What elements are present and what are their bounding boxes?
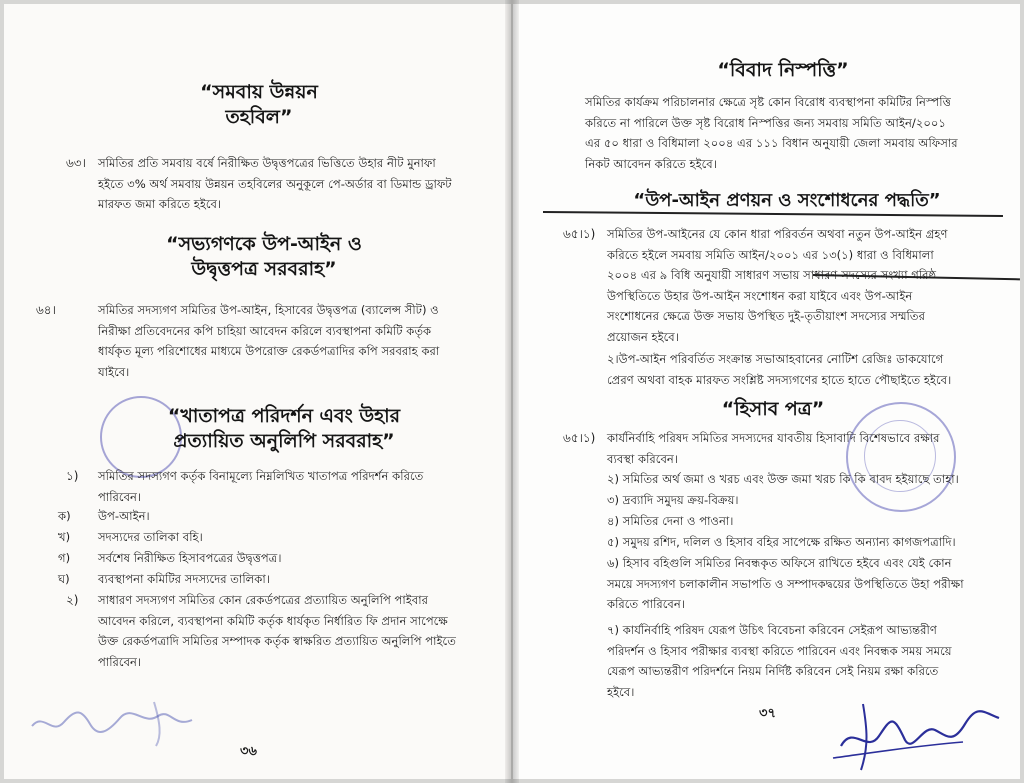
text-line: নিকট আবেদন করিতে হইবে। (585, 156, 717, 171)
heading-line: প্রত্যায়িত অনুলিপি সরবরাহ” (173, 430, 395, 452)
section-65a-clause-2 (607, 349, 983, 390)
heading-inspection (114, 404, 454, 454)
text-line: সংশোধনের ক্ষেত্রে উক্ত সভায় উপস্থিত দুই-তৃতীয়াংশ সদস্যের সম্মতির (607, 309, 925, 323)
section-number: ৬৫।১) (563, 431, 596, 445)
sub-item-label: গ) (58, 551, 71, 565)
list-item: ২) সমিতির অর্থ জমা ও খরচ এবং উক্ত জমা খরচ কি কি বাবদ হইয়াছে তাহা। (607, 472, 959, 486)
heading-bylaw-amendment: “উপ-আইন প্রণয়ন ও সংশোধনের পদ্ধতি” (633, 190, 941, 211)
heading-line: “সভ্যগণকে উপ-আইন ও (166, 233, 362, 255)
section-63-text (98, 153, 500, 215)
text-line: প্রয়োজন হইবে। (607, 329, 679, 344)
section-65b-clause-6 (607, 553, 983, 615)
text-line: ৭) কার্যনির্বাহি পরিষদ যেরূপ উচিৎ বিবেচনা করিবেন সেইরূপ আভ্যন্তরীণ (607, 623, 937, 637)
text-line: পারিবেন। (98, 654, 142, 669)
section-number: ৬৪। (36, 303, 56, 317)
sub-item-text: সর্বশেষ নিরীক্ষিত হিসাবপত্রের উদ্বৃত্তপত্র। (98, 551, 282, 565)
sub-item-label: ঘ) (58, 572, 70, 586)
text-line: নিরীক্ষা প্রতিবেদনের কপি চাহিয়া আবেদন করিলে ব্যবস্থাপনা কমিটি কর্তৃক (98, 323, 432, 338)
text-line: ৬) হিসাব বহিগুলি সমিতির নিবন্ধকৃত অফিসে রাখিতে হইবে এবং যেই কোন (607, 556, 952, 570)
section-65b-text (607, 428, 983, 469)
text-line: ব্যবস্থা করিবেন। (607, 451, 678, 466)
section-number: ৬৩। (66, 156, 86, 170)
dispute-text (585, 92, 983, 174)
text-line: সমিতির সদস্যগণ সমিতির উপ-আইন, হিসাবের উদ্বৃত্তপত্র (ব্যালেন্স সীট) ও (98, 303, 439, 317)
text-line: সমিতির কার্যক্রম পরিচালনার ক্ষেত্রে সৃষ্ট কোন বিরোধ ব্যবস্থাপনা কমিটির নিস্পত্তি (585, 95, 951, 109)
book-gutter (505, 0, 519, 783)
section-number: ৬৫।১) (563, 227, 596, 241)
text-line: উক্ত রেকর্ডপত্রাদি সমিতির সম্পাদক কর্তৃক স্বাক্ষরিত প্রত্যায়িত অনুলিপি পাইতে (98, 634, 456, 648)
text-line: আবেদন করিলে, ব্যবস্থাপনা কমিটি কর্তৃক ধার্যকৃত নির্ধারিত ফি প্রদান সাপেক্ষে (98, 613, 448, 628)
clause-number: ১) (66, 469, 79, 483)
signature-left (24, 692, 204, 752)
clause-2-text (98, 590, 500, 672)
section-65b-items (607, 469, 1007, 553)
heading-line: উদ্বৃত্তপত্র সরবরাহ” (191, 258, 337, 280)
heading-line: “খাতাপত্র পরিদর্শন এবং উহার (167, 405, 401, 427)
text-line: হইতে ৩% অর্থ সমবায় উন্নয়ন তহবিলের অনুকূলে পে-অর্ডার বা ডিমান্ড ড্রাফট (98, 176, 452, 191)
heading-accounts: “হিসাব পত্র” (721, 398, 825, 420)
text-line: করিতে হইলে সমবায় সমিতি আইন/২০০১ এর ১৩(১) ধারা ও বিধিমালা (607, 247, 934, 262)
text-line: করিতে পারিবেন। (607, 597, 685, 611)
heading-line: “সমবায় উন্নয়ন (200, 81, 318, 103)
sub-item-label: ক) (58, 509, 71, 523)
text-line: ২০০৪ এর ৯ বিধি অনুযায়ী সাধারণ সভায় সাধারণ সদস্যের সংখ্যা গরিষ্ঠ (607, 268, 937, 282)
sub-item-text: উপ-আইন। (98, 509, 150, 523)
right-page (513, 4, 1020, 779)
text-line: উপস্থিতিতে উহার উপ-আইন সংশোধন করা যাইবে এবং উপ-আইন (607, 288, 913, 303)
text-line: সমিতির উপ-আইনের যে কোন ধারা পরিবর্তন অথবা নতুন উপ-আইন গ্রহণ (607, 227, 948, 241)
section-65a-text (607, 224, 983, 347)
text-line: সময়ে সদস্যগণ চলাকালীন সভাপতি ও সম্পাদকদ্বয়ের উপস্থিতিতে উহা পরীক্ষা (607, 576, 964, 591)
list-item: ৫) সমুদয় রশিদ, দলিল ও হিসাব বহির সাপেক্ষে রক্ষিত অন্যান্য কাগজপত্রাদি। (607, 535, 956, 549)
text-line: সমিতির প্রতি সমবায় বর্ষে নিরীক্ষিত উদ্বৃত্তপত্রের ভিত্তিতে উহার নীট মুনাফা (98, 156, 436, 170)
list-item: ৩) দ্রব্যাদি সমুদয় ক্রয়-বিক্রয়। (607, 493, 739, 507)
text-line: করিতে না পারিলে উক্ত সৃষ্ট বিরোধ নিস্পত্তির জন্য সমবায় সমিতি আইন/২০০১ (585, 115, 946, 130)
sub-item-text: সদস্যদের তালিকা বহি। (98, 530, 203, 544)
section-64-text (98, 300, 500, 382)
text-line: এর ৫০ ধারা ও বিধিমালা ২০০৪ এর ১১১ বিধান অনুযায়ী জেলা সমবায় অফিসার (585, 136, 958, 150)
text-line: ধার্যকৃত মূল্য পরিশোধের মাধ্যমে উপরোক্ত রেকর্ডপত্রাদির কপি সরবরাহ করা (98, 344, 440, 358)
text-line: কার্যনির্বাহি পরিষদ সমিতির সদস্যদের যাবতীয় হিসাবাদি বিশেষভাবে রক্ষার (607, 431, 940, 445)
heading-development-fund (124, 80, 394, 130)
signature-right (823, 684, 1013, 776)
list-item: ৪) সমিতির দেনা ও পাওনা। (607, 514, 734, 528)
text-line: প্রেরণ অথবা বাহক মারফত সংশ্লিষ্ট সদস্যগণের হাতে হাতে পৌছাইতে হইবে। (607, 372, 952, 387)
page-number: ৩৭ (759, 706, 776, 721)
text-line: ২।উপ-আইন পরিবর্তিত সংক্রান্ত সভাআহবানের নোটিশ রেজিঃ ডাকযোগে (607, 352, 944, 366)
text-line: পরিদর্শন ও হিসাব পরীক্ষার ব্যবস্থা করিতে পারিবেন এবং নিবন্ধক সময় সময়ে (607, 643, 952, 658)
clause-1-text (98, 466, 500, 507)
heading-line: তহবিল” (225, 106, 293, 128)
heading-bylaws-supply (114, 232, 414, 282)
text-line: যেরূপ আভ্যন্তরীণ পরিদর্শনে নিয়ম নির্দিষ্ট করিবেন সেই নিয়ম রক্ষা করিতে (607, 664, 939, 678)
text-line: যাইবে। (98, 364, 130, 379)
text-line: পারিবেন। (98, 489, 142, 504)
sub-item-text: ব্যবস্থাপনা কমিটির সদস্যদের তালিকা। (98, 572, 270, 586)
left-page (4, 4, 511, 779)
clause-number: ২) (66, 593, 79, 607)
page-number: ৩৬ (240, 744, 257, 759)
text-line: সাধারণ সদস্যগণ সমিতির কোন রেকর্ডপত্রের প্রত্যায়িত অনুলিপি পাইবার (98, 593, 428, 607)
sub-item-label: খ) (58, 530, 71, 544)
text-line: হইবে। (607, 684, 635, 699)
text-line: মারফত জমা করিতে হইবে। (98, 197, 222, 211)
heading-dispute-resolution: “বিবাদ নিস্পত্তি” (717, 59, 849, 81)
text-line: সমিতির সদস্যগণ কর্তৃক বিনামূল্যে নিম্নলিখিত খাতাপত্র পরিদর্শন করিতে (98, 469, 424, 483)
